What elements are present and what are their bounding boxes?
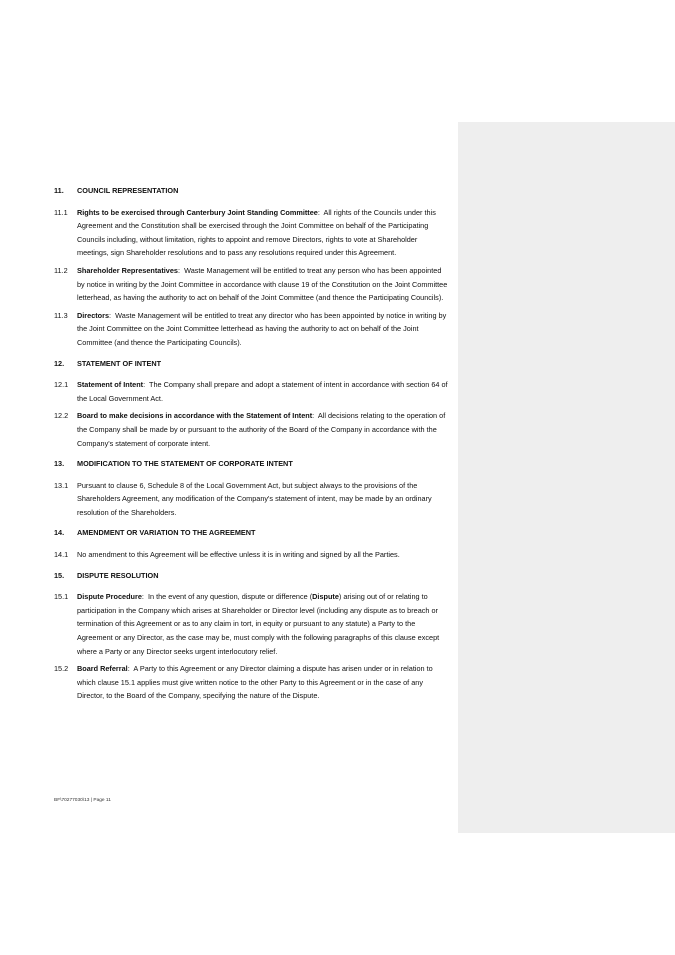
section-number: 12. [54,358,65,368]
clause-body: Board Referral: A Party to this Agreement or any Director claiming a dispute has arisen under or in relation to which clause 15.1 applies must give written notice to the other Party to this Agreement or in the case of any Director, to the Board of the Company, specifying the nature of the Dispute. [77,664,433,701]
clause-text: The Company shall prepare and adopt a statement of intent in accordance with section 64 of the Local Government Act. [77,380,448,403]
clause [54,206,450,260]
section-heading [54,569,450,583]
clause-body: Directors: Waste Management will be entitled to treat any director who has been appointed by notice in writing by the Joint Committee on the Joint Committee letterhead as having the authority to act on behalf of the Joint Committee (and thence the Participating Councils). [77,310,447,347]
clause-body: Dispute Procedure: In the event of any question, dispute or difference (Dispute) arising out of or relating to participation in the Company which arises at Shareholder or Director level (including any dispute as to breach or termination of this Agreement or as to any claim in tort, in equity or pursuant to any statute) a Party to the Agreement or any Director, as the case may be, must comply with the following paragraphs of this clause except where a Party or any Director seeks urgent interlocutory relief. [77,592,440,656]
clause-title: Board to make decisions in accordance with the Statement of Intent [77,411,313,421]
clause-text: ) arising out of or relating to participation in the Company which arises at Shareholder or Director level (including any dispute as to breach or termination of this Agreement or as to any claim in tort, in equity or pursuant to any statute) a Party to the Agreement or any Director, as the case may be, must comply with the following paragraphs of this clause except where a Party or any Director seeks urgent interlocutory relief. [77,592,440,656]
clause-number: 12.2 [54,411,69,421]
clause-text: Waste Management will be entitled to treat any person who has been appointed by notice in writing by the Joint Committee in accordance with clause 19 of the Constitution on the Joint Committee letterhead, as having the authority to act on behalf of the Joint Committee (and thence the Participating Councils). [77,265,448,303]
document-body [54,184,450,707]
clause [54,378,450,405]
clause-number: 11.3 [54,310,68,320]
clause [54,662,450,703]
section-heading [54,184,450,198]
section-heading [54,457,450,471]
clause-body: Board to make decisions in accordance with the Statement of Intent: All decisions relating to the operation of the Company shall be made by or pursuant to the authority of the Board of the Company in accordance with the Company's statement of corporate intent. [77,411,446,448]
clause [54,409,450,450]
clause-body: Rights to be exercised through Canterbury Joint Standing Committee: All rights of the Councils under this Agreement and the Constitution shall be exercised through the Joint Committee on behalf of the Participating Councils including, without limitation, rights to appoint and remove Directors, rights to vote at Shareholder meetings, sign Shareholder resolutions and to pass any resolutions required under this Agreement. [77,207,436,258]
section-heading [54,357,450,371]
clause-title: Directors [77,310,110,320]
clause-number: 13.1 [54,480,69,490]
clause [54,548,450,562]
section-number: 11. [54,186,64,195]
clause-body: Shareholder Representatives: Waste Management will be entitled to treat any person who has been appointed by notice in writing by the Joint Committee in accordance with clause 19 of the Constitution on the Joint Committee letterhead, as having the authority to act on behalf of the Joint Committee (and thence the Participating Councils). [77,265,448,303]
clause-number: 11.2 [54,265,68,275]
clause-number: 15.1 [54,592,69,602]
clause-text: A Party to this Agreement or any Director claiming a dispute has arisen under or in relation to which clause 15.1 applies must give written notice to the other Party to this Agreement or in the case of any Director, to the Board of the Company, specifying the nature of the Dispute. [77,664,433,701]
clause-text: All decisions relating to the operation of the Company shall be made by or pursuant to the authority of the Board of the Company in accordance with the Company's statement of corporate intent. [77,411,446,448]
comment-pane [458,122,675,833]
clause-text: No amendment to this Agreement will be effective unless it is in writing and signed by all the Parties. [77,550,400,560]
page-footer: BF\70277030\13 | Page 11 [54,798,111,803]
clause [54,590,450,658]
clause-title: Shareholder Representatives [77,265,178,275]
section-title: MODIFICATION TO THE STATEMENT OF CORPORATE INTENT [77,459,293,469]
clause [54,309,450,350]
section-title: COUNCIL REPRESENTATION [77,186,179,195]
clause-text: Waste Management will be entitled to treat any director who has been appointed by notice in writing by the Joint Committee on the Joint Committee letterhead as having the authority to act on behalf of the Joint Committee (and thence the Participating Councils). [77,310,447,347]
section-number: 13. [54,459,65,469]
clause-title: Board Referral [77,664,128,674]
clause-number: 14.1 [54,550,69,560]
section-title: AMENDMENT OR VARIATION TO THE AGREEMENT [77,528,256,538]
clause [54,479,450,520]
clause-text: All rights of the Councils under this Agreement and the Constitution shall be exercised through the Joint Committee on behalf of the Participating Councils including, without limitation, rights to appoint and remove Directors, rights to vote at Shareholder meetings, sign Shareholder resolutions and to pass any resolutions required under this Agreement. [77,207,436,258]
section-heading [54,526,450,540]
clause-title: Rights to be exercised through Canterbury Joint Standing Committee [77,207,318,217]
clause-title: Statement of Intent [77,380,144,390]
section-title: STATEMENT OF INTENT [77,358,162,368]
clause-number: 15.2 [54,664,69,674]
section-title: DISPUTE RESOLUTION [77,570,159,580]
clause-body: Statement of Intent: The Company shall prepare and adopt a statement of intent in accordance with section 64 of the Local Government Act. [77,380,448,403]
section-number: 14. [54,528,65,538]
section-number: 15. [54,570,65,580]
clause-number: 12.1 [54,380,69,390]
defined-term: Dispute [312,592,339,602]
clause [54,264,450,305]
clause-number: 11.1 [54,207,68,217]
clause-text-before: In the event of any question, dispute or difference ( [147,592,313,602]
clause-title: Dispute Procedure [77,592,142,602]
clause-text: Pursuant to clause 6, Schedule 8 of the Local Government Act, but subject always to the provisions of the Shareholders Agreement, any modification of the Company's statement of intent, may be made by an ordinary resolution of the Shareholders. [77,480,432,517]
